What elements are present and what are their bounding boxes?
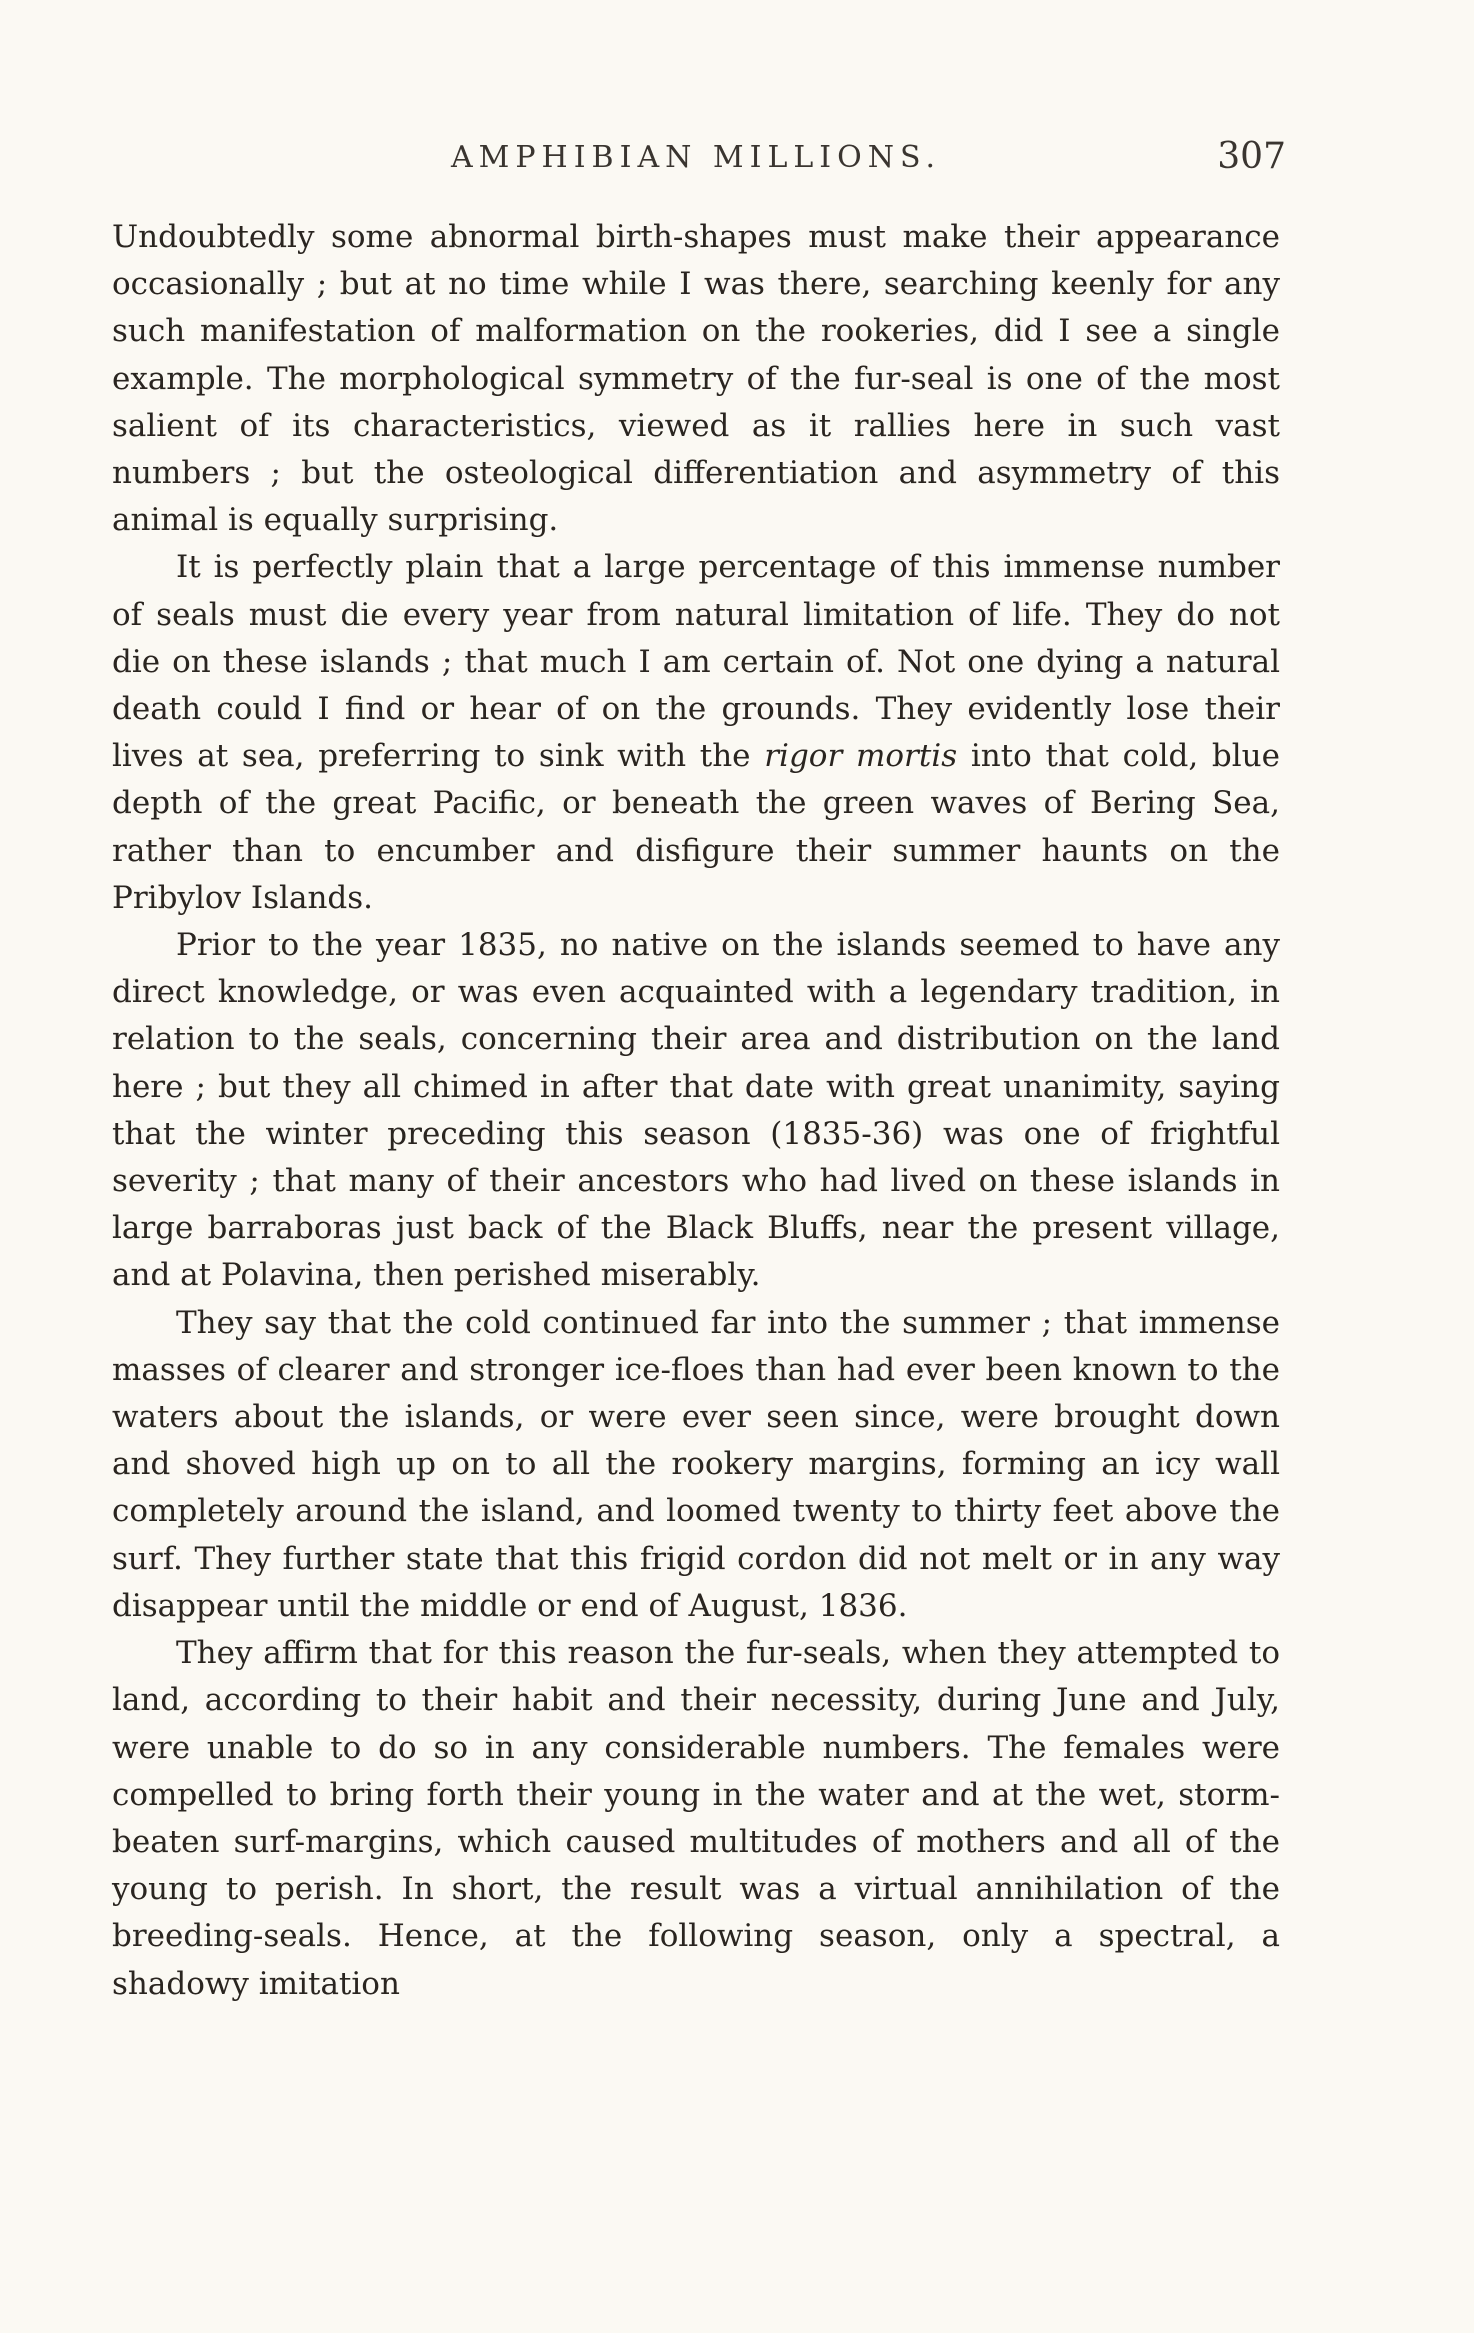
paragraph-3: Prior to the year 1835, no native on the islands seemed to have any direct knowledge, or was even acquainted with a legendary tradition, in relation to the seals, concerning their area and distribution on the land here ; but they all chimed in after that date with great unanimity, saying that the winter preceding this season (1835-36) was one of frightful severity ; that many of their ancestors who had lived on these islands in large barraboras just back of the Black Bluffs, near the present village, and at Polavina, then perished miserably. (112, 927, 1280, 1294)
paragraph-5: They affirm that for this reason the fur-seals, when they attempted to land, according to their habit and their necessity, during June and July, were unable to do so in any considerable numbers. The females were compelled to bring forth their young in the water and at the wet, storm-beaten surf-margins, which caused multitudes of mothers and all of the young to perish. In short, the result was a virtual annihilation of the breeding-seals. Hence, at the following season, only a spectral, a shadowy imitation (112, 1635, 1280, 2002)
page-number: 307 (1217, 136, 1286, 177)
book-page (112, 136, 1286, 2008)
paragraph-1: Undoubtedly some abnormal birth-shapes must make their appearance occasionally ; but at no time while I was there, searching keenly for any such manifestation of malformation on the rookeries, did I see a single example. The morphological symmetry of the fur-seal is one of the most salient of its characteristics, viewed as it rallies here in such vast numbers ; but the osteological differentiation and asymmetry of this animal is equally surprising. (112, 219, 1280, 539)
body-text (112, 214, 1280, 2008)
running-head (112, 136, 1286, 196)
paragraph-4: They say that the cold continued far into the summer ; that immense masses of clearer and stronger ice-floes than had ever been known to the waters about the islands, or were ever seen since, were brought down and shoved high up on to all the rookery margins, forming an icy wall completely around the island, and loomed twenty to thirty feet above the surf. They further state that this frigid cordon did not melt or in any way disappear until the middle or end of August, 1836. (112, 1304, 1280, 1624)
paragraph-2 (112, 544, 1280, 922)
running-title: AMPHIBIAN MILLIONS. (450, 140, 942, 175)
paragraph-2-text-b: into that cold, blue depth of the great Pacific, or beneath the green waves of Bering Sea, rather than to encumber and disfigure their summer haunts on the Pribylov Islands. (112, 738, 1280, 916)
italic-phrase: rigor mortis (764, 738, 958, 775)
paragraph-2-text-a: It is perfectly plain that a large percentage of this immense number of seals must die every year from natural limitation of life. They do not die on these islands ; that much I am certain of. Not one dying a natural death could I find or hear of on the grounds. They evidently lose their lives at sea, preferring to sink with the (112, 549, 1280, 775)
